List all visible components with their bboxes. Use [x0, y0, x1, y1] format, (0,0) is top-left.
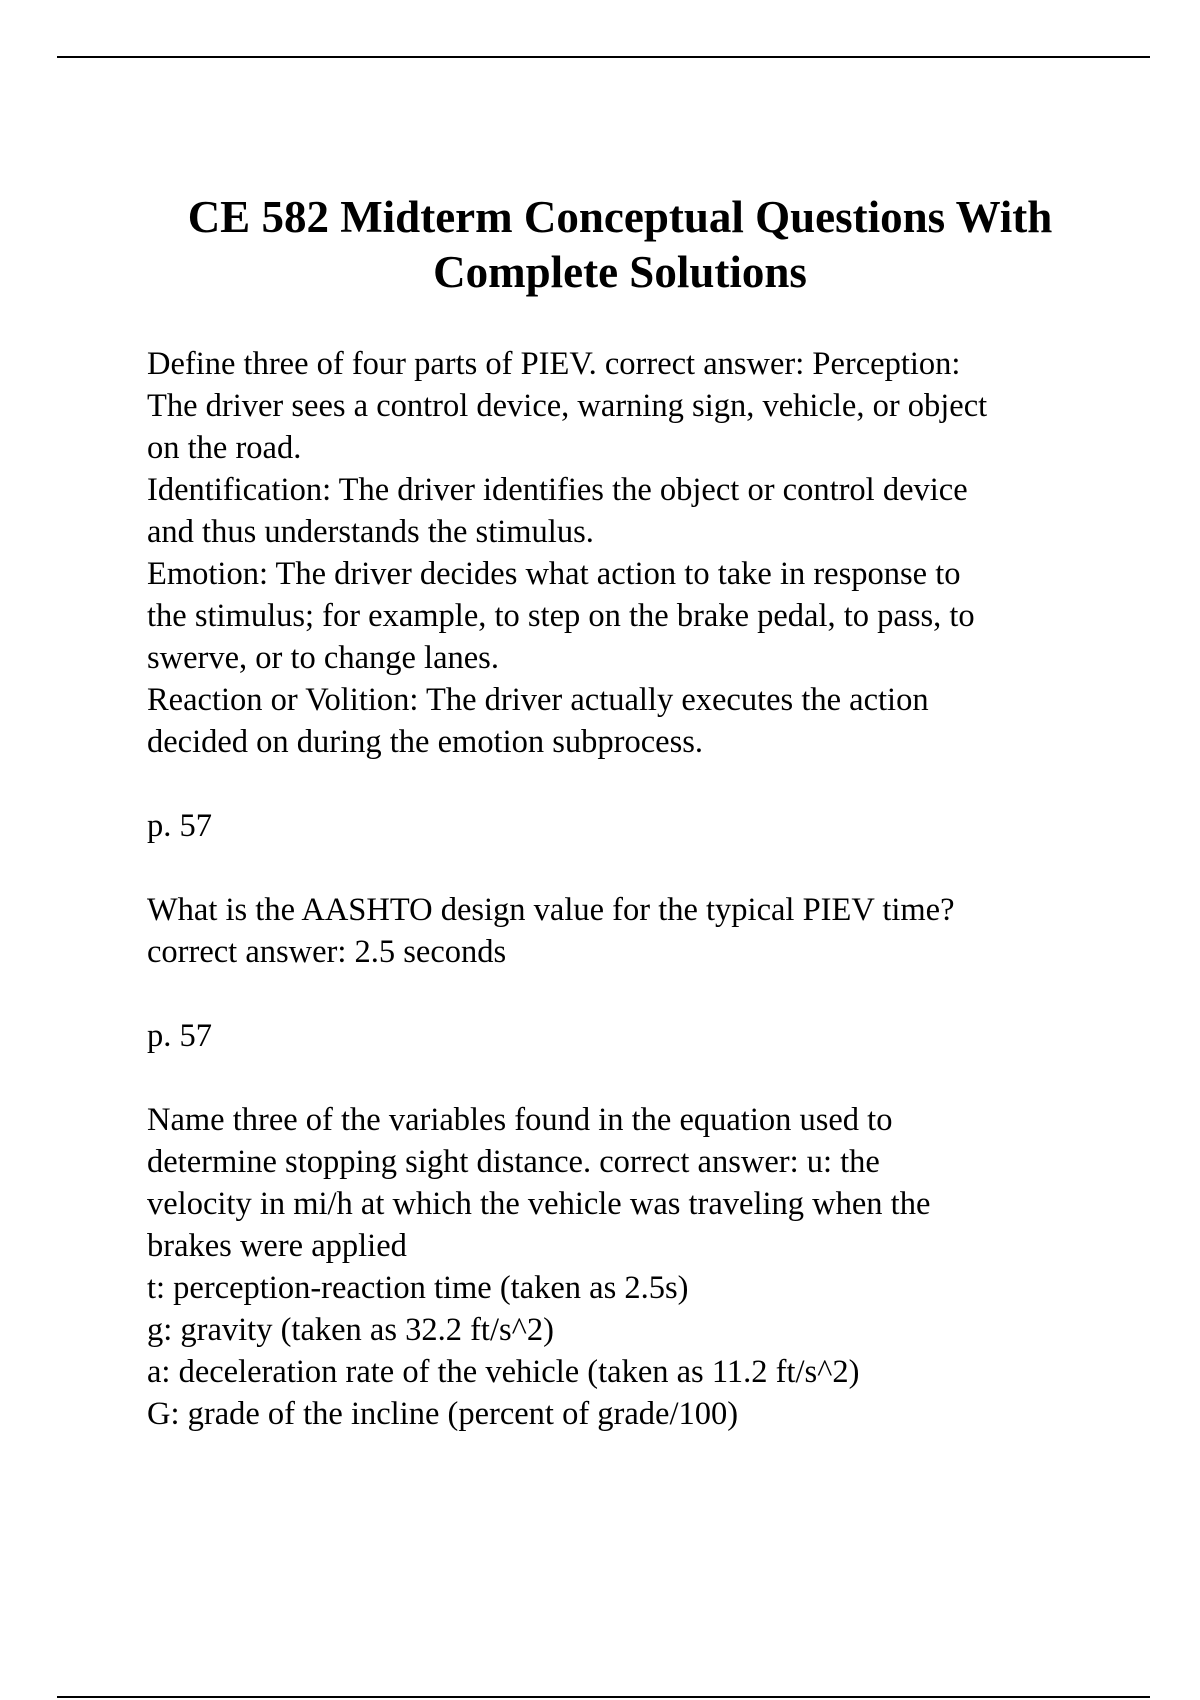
paragraph-gap: [147, 763, 1107, 805]
text-line: t: perception-reaction time (taken as 2.5s): [147, 1270, 689, 1306]
text-line: the stimulus; for example, to step on the brake pedal, to pass, to: [147, 598, 975, 634]
text-line: What is the AASHTO design value for the typical PIEV time?: [147, 892, 955, 928]
text-line: swerve, or to change lanes.: [147, 640, 499, 676]
text-line: Identification: The driver identifies the object or control device: [147, 472, 968, 508]
text-line: g: gravity (taken as 32.2 ft/s^2): [147, 1312, 554, 1348]
text-line: Reaction or Volition: The driver actually executes the action: [147, 682, 929, 718]
text-line: G: grade of the incline (percent of grade/100): [147, 1396, 739, 1432]
question-answer-block: [147, 1099, 1107, 1435]
text-line: on the road.: [147, 430, 302, 466]
paragraph-gap: [147, 847, 1107, 889]
bottom-rule: [57, 1696, 1150, 1698]
text-line: correct answer: 2.5 seconds: [147, 934, 507, 970]
paragraph-gap: [147, 1057, 1107, 1099]
text-line: decided on during the emotion subprocess.: [147, 724, 703, 760]
text-line: a: deceleration rate of the vehicle (taken as 11.2 ft/s^2): [147, 1354, 860, 1390]
question-answer-block: [147, 343, 1107, 763]
title-line: Complete Solutions: [433, 247, 807, 297]
page-reference: [147, 805, 1107, 847]
title-line: CE 582 Midterm Conceptual Questions With: [187, 192, 1053, 242]
text-line: Name three of the variables found in the equation used to: [147, 1102, 893, 1138]
page-reference: [147, 1015, 1107, 1057]
text-line: determine stopping sight distance. correct answer: u: the: [147, 1144, 880, 1180]
text-line: and thus understands the stimulus.: [147, 514, 594, 550]
text-line: velocity in mi/h at which the vehicle was traveling when the: [147, 1186, 931, 1222]
text-line: p. 57: [147, 1018, 212, 1054]
question-answer-block: [147, 889, 1107, 973]
text-line: p. 57: [147, 808, 212, 844]
text-line: The driver sees a control device, warning sign, vehicle, or object: [147, 388, 988, 424]
document-title: [0, 190, 1200, 300]
document-body: [147, 343, 1107, 1435]
top-rule: [57, 56, 1150, 58]
text-line: Emotion: The driver decides what action to take in response to: [147, 556, 961, 592]
text-line: brakes were applied: [147, 1228, 407, 1264]
paragraph-gap: [147, 973, 1107, 1015]
text-line: Define three of four parts of PIEV. correct answer: Perception:: [147, 346, 961, 382]
